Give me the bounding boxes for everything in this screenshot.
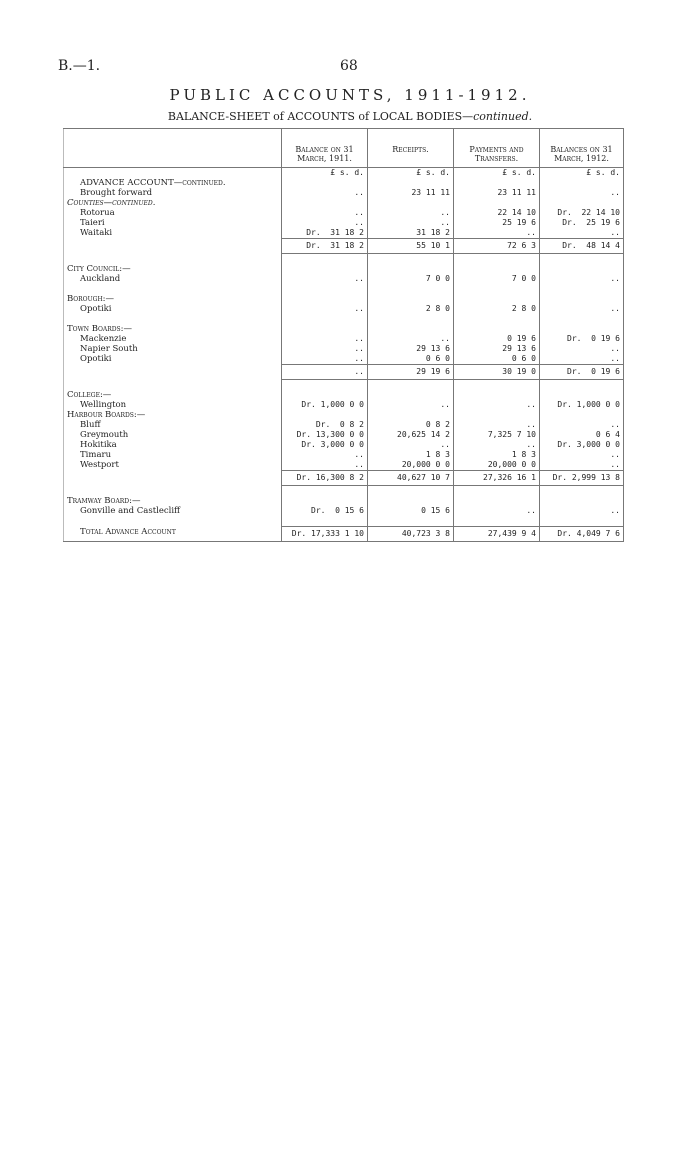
table-row	[64, 344, 624, 354]
cell-balance-1911: ..	[282, 365, 368, 380]
row-label: Rotorua	[80, 208, 115, 218]
cell-receipts: 2 8 0	[368, 304, 454, 314]
row-label: Brought forward	[80, 188, 153, 198]
cell-balance-1911	[282, 178, 368, 188]
document-subtitle	[0, 110, 700, 123]
units-balances: £ s. d.	[540, 168, 624, 179]
cell-balance-1912: ..	[540, 344, 624, 354]
cell-payments: 27,439 9 4	[454, 527, 540, 542]
cell-receipts: 40,723 3 8	[368, 527, 454, 542]
cell-balance-1912: 0 6 4	[540, 430, 624, 440]
header-balances-1912: Balances on 31 March, 1912.	[540, 129, 624, 168]
table-row	[64, 208, 624, 218]
cell-balance-1912: ..	[540, 274, 624, 284]
cell-payments: 0 19 6	[454, 334, 540, 344]
cell-receipts: ..	[368, 218, 454, 228]
cell-balance-1911	[282, 410, 368, 420]
cell-receipts: 29 13 6	[368, 344, 454, 354]
cell-balance-1912: Dr. 4,049 7 6	[540, 527, 624, 542]
row-label	[64, 239, 282, 254]
row-label: College:—	[67, 390, 112, 400]
cell-payments	[454, 496, 540, 506]
cell-balance-1911: ..	[282, 188, 368, 198]
table-row	[64, 324, 624, 334]
cell-balance-1911: Dr. 1,000 0 0	[282, 400, 368, 410]
header-balance-1911: Balance on 31 March, 1911.	[282, 129, 368, 168]
units-receipts: £ s. d.	[368, 168, 454, 179]
cell-receipts: 31 18 2	[368, 228, 454, 239]
cell-balance-1911: Dr. 31 18 2	[282, 239, 368, 254]
cell-balance-1911: Dr. 3,000 0 0	[282, 440, 368, 450]
table-row	[64, 228, 624, 239]
header-receipts: Receipts.	[368, 129, 454, 168]
row-spacer	[64, 254, 624, 265]
cell-payments: ..	[454, 506, 540, 516]
table-row	[64, 420, 624, 430]
row-label: Waitaki	[80, 228, 113, 238]
row-label: Gonville and Castlecliff	[80, 506, 181, 516]
cell-receipts: ..	[368, 440, 454, 450]
cell-receipts	[368, 198, 454, 208]
cell-balance-1911: ..	[282, 450, 368, 460]
row-label: Westport	[80, 460, 119, 470]
cell-receipts	[368, 496, 454, 506]
cell-payments: 25 19 6	[454, 218, 540, 228]
cell-receipts	[368, 410, 454, 420]
row-label: Auckland	[80, 274, 121, 284]
cell-payments: 7,325 7 10	[454, 430, 540, 440]
cell-balance-1912: ..	[540, 450, 624, 460]
table-row	[64, 440, 624, 450]
row-label: Wellington	[80, 400, 127, 410]
cell-receipts: 23 11 11	[368, 188, 454, 198]
cell-balance-1911: Dr. 17,333 1 10	[282, 527, 368, 542]
cell-receipts: 7 0 0	[368, 274, 454, 284]
cell-receipts: 0 15 6	[368, 506, 454, 516]
cell-balance-1911	[282, 324, 368, 334]
table-row	[64, 264, 624, 274]
table-row	[64, 410, 624, 420]
table-row	[64, 334, 624, 344]
row-spacer	[64, 486, 624, 497]
cell-receipts	[368, 294, 454, 304]
cell-receipts: ..	[368, 400, 454, 410]
cell-receipts: 20,000 0 0	[368, 460, 454, 471]
cell-balance-1911: ..	[282, 344, 368, 354]
table-row	[64, 294, 624, 304]
cell-payments	[454, 294, 540, 304]
cell-payments: 30 19 0	[454, 365, 540, 380]
row-label: Total Advance Account	[80, 526, 176, 537]
cell-payments	[454, 264, 540, 274]
row-label: Counties—continued.	[67, 198, 156, 208]
cell-balance-1912: Dr. 25 19 6	[540, 218, 624, 228]
cell-payments: 1 8 3	[454, 450, 540, 460]
table-row	[64, 450, 624, 460]
table-row	[64, 178, 624, 188]
cell-receipts	[368, 390, 454, 400]
cell-balance-1911	[282, 264, 368, 274]
balance-sheet-table	[63, 128, 624, 542]
cell-receipts	[368, 324, 454, 334]
cell-balance-1911: ..	[282, 218, 368, 228]
row-label: Greymouth	[80, 430, 129, 440]
units-payments: £ s. d.	[454, 168, 540, 179]
cell-balance-1912: Dr. 0 19 6	[540, 334, 624, 344]
header-payments: Payments and Transfers.	[454, 129, 540, 168]
cell-balance-1911	[282, 496, 368, 506]
total-row	[64, 527, 624, 542]
cell-balance-1912	[540, 178, 624, 188]
table-row	[64, 218, 624, 228]
cell-balance-1912	[540, 324, 624, 334]
cell-payments: 20,000 0 0	[454, 460, 540, 471]
row-spacer	[64, 314, 624, 324]
cell-balance-1911: Dr. 31 18 2	[282, 228, 368, 239]
units-balance: £ s. d.	[282, 168, 368, 179]
cell-balance-1911	[282, 198, 368, 208]
total-row	[64, 365, 624, 380]
row-spacer	[64, 516, 624, 527]
cell-receipts: 20,625 14 2	[368, 430, 454, 440]
table-row	[64, 274, 624, 284]
row-label: Bluff	[80, 420, 101, 430]
cell-payments: ..	[454, 400, 540, 410]
cell-payments: 23 11 11	[454, 188, 540, 198]
cell-receipts: 29 19 6	[368, 365, 454, 380]
page-number: 68	[340, 58, 358, 74]
cell-balance-1911	[282, 390, 368, 400]
row-label: Hokitika	[80, 440, 117, 450]
cell-payments	[454, 178, 540, 188]
row-label: Opotiki	[80, 354, 112, 364]
row-label: Town Boards:—	[67, 324, 133, 334]
cell-balance-1911	[282, 294, 368, 304]
cell-balance-1912: ..	[540, 304, 624, 314]
document-title: PUBLIC ACCOUNTS, 1911-1912.	[169, 86, 531, 104]
cell-payments: 29 13 6	[454, 344, 540, 354]
cell-receipts: 0 6 0	[368, 354, 454, 365]
cell-payments: ..	[454, 420, 540, 430]
cell-balance-1911: Dr. 0 15 6	[282, 506, 368, 516]
row-label: City Council:—	[67, 264, 131, 274]
cell-balance-1912: Dr. 22 14 10	[540, 208, 624, 218]
cell-payments: 0 6 0	[454, 354, 540, 365]
cell-receipts	[368, 178, 454, 188]
row-label: Taieri	[80, 218, 105, 228]
cell-balance-1912	[540, 410, 624, 420]
units-row	[64, 168, 624, 179]
table-row	[64, 506, 624, 516]
row-label: Mackenzie	[80, 334, 127, 344]
cell-balance-1912: ..	[540, 354, 624, 365]
cell-payments	[454, 410, 540, 420]
table-row	[64, 354, 624, 365]
cell-balance-1911: ..	[282, 304, 368, 314]
table-row	[64, 390, 624, 400]
cell-balance-1912	[540, 264, 624, 274]
row-label	[64, 471, 282, 486]
cell-payments: 7 0 0	[454, 274, 540, 284]
subtitle-continued: continued.	[473, 110, 533, 123]
cell-receipts: ..	[368, 334, 454, 344]
cell-receipts: 55 10 1	[368, 239, 454, 254]
table-row	[64, 430, 624, 440]
cell-balance-1912: ..	[540, 420, 624, 430]
cell-balance-1912: Dr. 48 14 4	[540, 239, 624, 254]
table-header-row	[64, 129, 624, 168]
row-label	[64, 365, 282, 380]
total-row	[64, 471, 624, 486]
row-label: Napier South	[80, 344, 138, 354]
cell-payments: 2 8 0	[454, 304, 540, 314]
row-spacer	[64, 380, 624, 391]
header-blank	[64, 129, 282, 168]
cell-balance-1911: ..	[282, 274, 368, 284]
table-body	[64, 178, 624, 542]
cell-receipts: ..	[368, 208, 454, 218]
cell-payments: ..	[454, 440, 540, 450]
cell-payments	[454, 198, 540, 208]
cell-balance-1911: Dr. 0 8 2	[282, 420, 368, 430]
cell-payments: 72 6 3	[454, 239, 540, 254]
cell-balance-1911: ..	[282, 460, 368, 471]
cell-receipts	[368, 264, 454, 274]
page-header-ref: B.—1.	[58, 58, 101, 74]
row-label: Borough:—	[67, 294, 115, 304]
cell-payments	[454, 390, 540, 400]
cell-receipts: 40,627 10 7	[368, 471, 454, 486]
cell-balance-1912: Dr. 0 19 6	[540, 365, 624, 380]
row-label: ADVANCE ACCOUNT—continued.	[80, 178, 226, 188]
cell-balance-1912: Dr. 2,999 13 8	[540, 471, 624, 486]
subtitle-main: BALANCE-SHEET of ACCOUNTS of LOCAL BODIES—	[167, 110, 474, 123]
cell-payments: 27,326 16 1	[454, 471, 540, 486]
cell-payments	[454, 324, 540, 334]
cell-balance-1912: ..	[540, 188, 624, 198]
cell-balance-1911: ..	[282, 208, 368, 218]
cell-balance-1912: ..	[540, 460, 624, 471]
table-row	[64, 496, 624, 506]
cell-balance-1912: Dr. 3,000 0 0	[540, 440, 624, 450]
row-label: Opotiki	[80, 304, 112, 314]
cell-balance-1911: Dr. 13,300 0 0	[282, 430, 368, 440]
cell-balance-1912	[540, 198, 624, 208]
cell-balance-1912: Dr. 1,000 0 0	[540, 400, 624, 410]
cell-balance-1912	[540, 294, 624, 304]
cell-balance-1911: ..	[282, 354, 368, 365]
table-row	[64, 460, 624, 471]
cell-balance-1912: ..	[540, 506, 624, 516]
cell-balance-1912	[540, 390, 624, 400]
cell-balance-1912	[540, 496, 624, 506]
total-row	[64, 239, 624, 254]
table-row	[64, 188, 624, 198]
cell-receipts: 0 8 2	[368, 420, 454, 430]
row-label: Harbour Boards:—	[67, 410, 146, 420]
table-row	[64, 198, 624, 208]
cell-receipts: 1 8 3	[368, 450, 454, 460]
cell-balance-1911: ..	[282, 334, 368, 344]
table-row	[64, 304, 624, 314]
cell-payments: 22 14 10	[454, 208, 540, 218]
cell-payments: ..	[454, 228, 540, 239]
row-label: Tramway Board:—	[67, 496, 141, 506]
row-label: Timaru	[80, 450, 112, 460]
row-spacer	[64, 284, 624, 294]
cell-balance-1911: Dr. 16,300 8 2	[282, 471, 368, 486]
table-row	[64, 400, 624, 410]
cell-balance-1912: ..	[540, 228, 624, 239]
